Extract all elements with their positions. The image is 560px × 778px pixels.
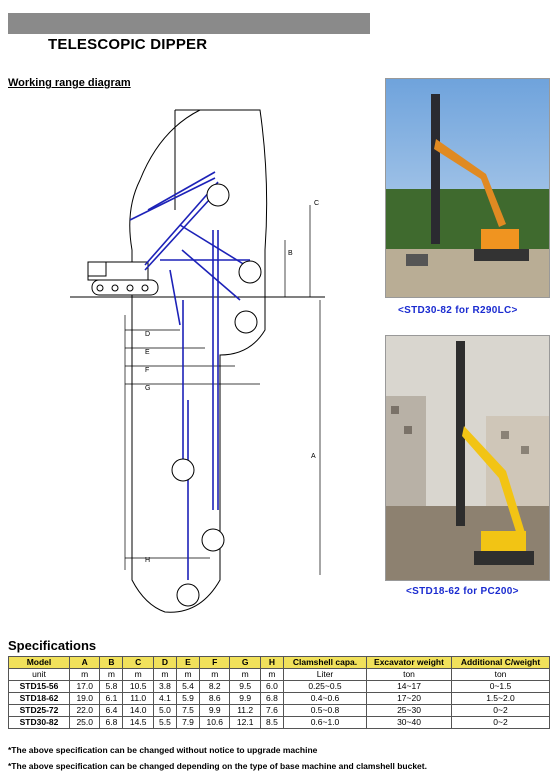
col-a: A xyxy=(70,657,100,669)
photo-std18-62 xyxy=(385,335,550,581)
table-cell: STD15-56 xyxy=(9,681,70,693)
specifications-table xyxy=(8,656,550,729)
working-range-diagram xyxy=(70,100,370,620)
table-cell: 5.5 xyxy=(153,717,176,729)
col-h: H xyxy=(260,657,283,669)
table-cell: 12.1 xyxy=(230,717,260,729)
col-excavator-weight: Excavator weight xyxy=(367,657,452,669)
section-subtitle: Working range diagram xyxy=(8,77,131,89)
table-cell: 3.8 xyxy=(153,681,176,693)
table-cell: 9.9 xyxy=(230,693,260,705)
table-cell: 4.1 xyxy=(153,693,176,705)
table-cell: m xyxy=(70,669,100,681)
table-cell: 9.5 xyxy=(230,681,260,693)
table-cell: 14.0 xyxy=(123,705,153,717)
table-cell: 17.0 xyxy=(70,681,100,693)
table-cell: 11.0 xyxy=(123,693,153,705)
table-cell: 8.2 xyxy=(200,681,230,693)
dim-label-h: H xyxy=(145,557,151,564)
table-row xyxy=(9,705,550,717)
table-cell: STD30-82 xyxy=(9,717,70,729)
table-cell: 22.0 xyxy=(70,705,100,717)
table-cell: m xyxy=(176,669,199,681)
table-header-row xyxy=(9,657,550,669)
table-cell: 10.5 xyxy=(123,681,153,693)
table-cell: m xyxy=(260,669,283,681)
table-cell: 6.4 xyxy=(100,705,123,717)
table-cell: 14.5 xyxy=(123,717,153,729)
table-cell: 6.0 xyxy=(260,681,283,693)
table-cell: 6.1 xyxy=(100,693,123,705)
table-cell: m xyxy=(100,669,123,681)
table-cell: 8.6 xyxy=(200,693,230,705)
table-cell: 0.5~0.8 xyxy=(284,705,367,717)
table-cell: 0~2 xyxy=(452,717,550,729)
table-cell: 5.8 xyxy=(100,681,123,693)
col-f: F xyxy=(200,657,230,669)
col-model: Model xyxy=(9,657,70,669)
dim-label-f: F xyxy=(145,367,150,374)
page-title: TELESCOPIC DIPPER xyxy=(48,36,208,53)
dim-label-c: C xyxy=(314,200,320,207)
table-cell: 0.25~0.5 xyxy=(284,681,367,693)
table-cell: 30~40 xyxy=(367,717,452,729)
table-cell: 0~1.5 xyxy=(452,681,550,693)
table-cell: 0~2 xyxy=(452,705,550,717)
specifications-title: Specifications xyxy=(8,638,97,653)
table-cell: 7.5 xyxy=(176,705,199,717)
photo-std30-82 xyxy=(385,78,550,298)
table-cell: 25~30 xyxy=(367,705,452,717)
col-d: D xyxy=(153,657,176,669)
table-cell: Liter xyxy=(284,669,367,681)
dim-label-g: G xyxy=(145,385,151,392)
table-row xyxy=(9,693,550,705)
dim-label-d: D xyxy=(145,331,151,338)
table-cell: 10.6 xyxy=(200,717,230,729)
photo-caption-2: <STD18-62 for PC200> xyxy=(406,586,519,597)
table-cell: 7.6 xyxy=(260,705,283,717)
table-cell: ton xyxy=(367,669,452,681)
table-cell: 1.5~2.0 xyxy=(452,693,550,705)
table-cell: 14~17 xyxy=(367,681,452,693)
col-e: E xyxy=(176,657,199,669)
col-g: G xyxy=(230,657,260,669)
col-b: B xyxy=(100,657,123,669)
table-cell: 5.0 xyxy=(153,705,176,717)
col-additional-weight: Additional C/weight xyxy=(452,657,550,669)
table-cell: unit xyxy=(9,669,70,681)
table-cell: 5.4 xyxy=(176,681,199,693)
table-cell: 0.6~1.0 xyxy=(284,717,367,729)
table-row xyxy=(9,681,550,693)
table-cell: 7.9 xyxy=(176,717,199,729)
col-c: C xyxy=(123,657,153,669)
spec-note-2: *The above specification can be changed depending on the type of base machine and clamshell bucket. xyxy=(8,761,427,771)
boom-positions xyxy=(130,172,250,580)
table-cell: m xyxy=(123,669,153,681)
dim-label-a: A xyxy=(311,453,316,460)
table-cell: 25.0 xyxy=(70,717,100,729)
table-cell: 6.8 xyxy=(100,717,123,729)
photo-caption-1: <STD30-82 for R290LC> xyxy=(398,305,518,316)
col-clamshell: Clamshell capa. xyxy=(284,657,367,669)
table-cell: 17~20 xyxy=(367,693,452,705)
dim-label-e: E xyxy=(145,349,150,356)
header-bar xyxy=(8,13,370,34)
table-cell: 6.8 xyxy=(260,693,283,705)
table-cell: 5.9 xyxy=(176,693,199,705)
spec-note-1: *The above specification can be changed without notice to upgrade machine xyxy=(8,745,318,755)
table-row xyxy=(9,717,550,729)
table-cell: m xyxy=(153,669,176,681)
table-cell: 19.0 xyxy=(70,693,100,705)
table-cell: 0.4~0.6 xyxy=(284,693,367,705)
table-cell: ton xyxy=(452,669,550,681)
table-cell: m xyxy=(230,669,260,681)
table-cell: m xyxy=(200,669,230,681)
table-cell: 9.9 xyxy=(200,705,230,717)
table-units-row xyxy=(9,669,550,681)
table-cell: STD18-62 xyxy=(9,693,70,705)
table-cell: 11.2 xyxy=(230,705,260,717)
table-cell: 8.5 xyxy=(260,717,283,729)
table-cell: STD25-72 xyxy=(9,705,70,717)
dim-label-b: B xyxy=(288,250,293,257)
